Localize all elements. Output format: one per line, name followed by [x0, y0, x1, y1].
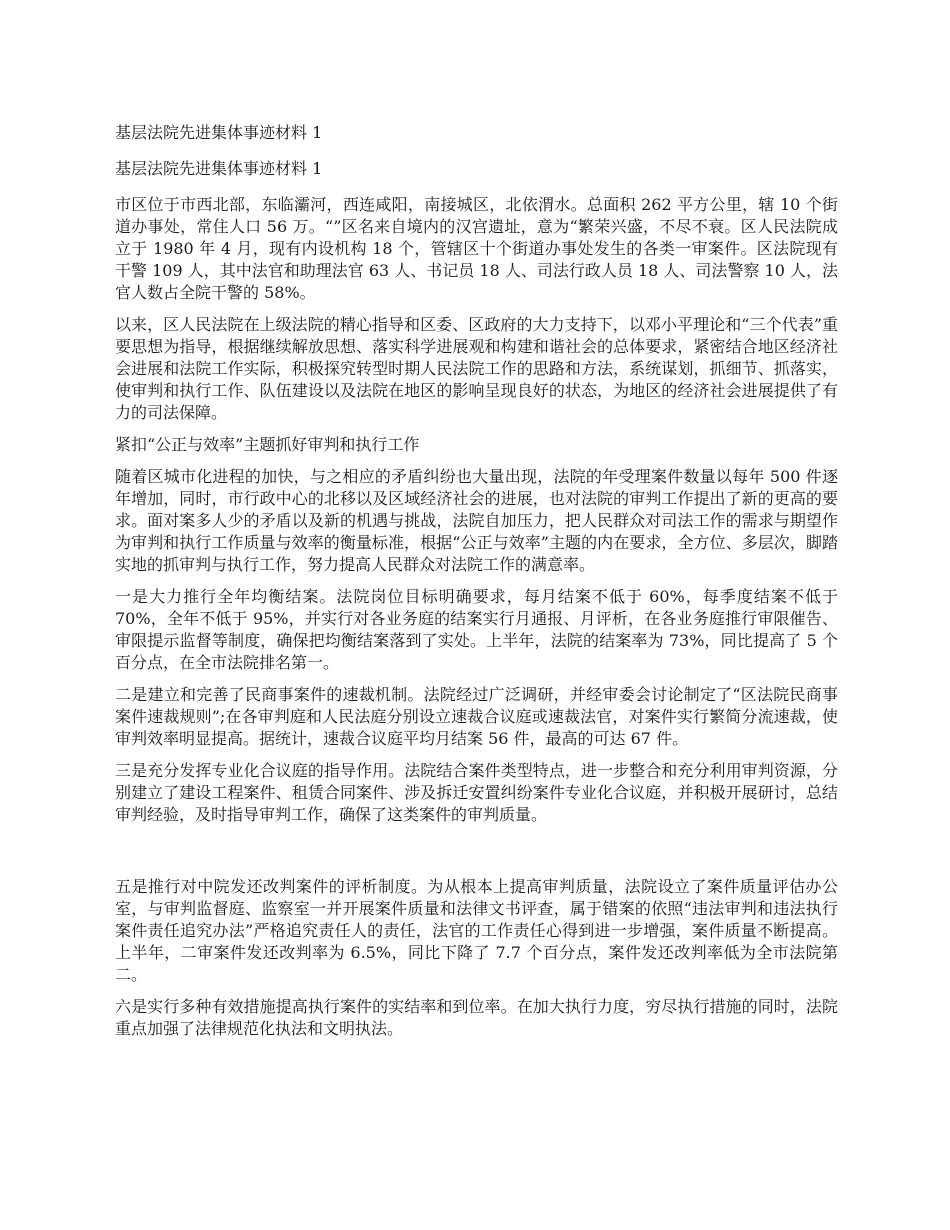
document-page: [115, 122, 838, 1050]
document-title: 基层法院先进集体事迹材料 1: [115, 123, 323, 142]
paragraph-point-one-balanced-closure: 一是大力推行全年均衡结案。法院岗位目标明确要求，每月结案不低于 60%，每季度结案不低于 70%，全年不低于 95%，并实行对各业务庭的结案实行月通报、月评析，在各业务庭推行审限催告、审限提示监督等制度，确保把均衡结案落到了实处。上半年，法院的结案率为 73%，同比提高了 5 个百分点，在全市法院排名第一。: [115, 587, 838, 672]
section-heading-fairness-efficiency: 紧扣“公正与效率”主题抓好审判和执行工作: [115, 435, 420, 454]
document-subtitle: 基层法院先进集体事迹材料 1: [115, 159, 323, 178]
paragraph-point-three-specialized-panels: 三是充分发挥专业化合议庭的指导作用。法院结合案件类型特点，进一步整合和充分利用审判资源，分别建立了建设工程案件、租赁合同案件、涉及拆迁安置纠纷案件专业化合议庭，并积极开展研讨，总结审判经验，及时指导审判工作，确保了这类案件的审判质量。: [115, 761, 838, 824]
paragraph-district-overview: 市区位于市西北部，东临灞河，西连咸阳，南接城区，北依渭水。总面积 262 平方公里，辖 10 个街道办事处，常住人口 56 万。“”区名来自境内的汉宫遗址，意为“繁荣兴盛，不尽不衰。区人民法院成立于 1980 年 4 月，现有内设机构 18 个，管辖区十个街道办事处发生的各类一审案件。区法院现有干警 109 人，其中法官和助理法官 63 人、书记员 18 人、司法行政人员 18 人、司法警察 10 人，法官人数占全院干警的 58%。: [115, 195, 838, 302]
blank-gap: [115, 836, 838, 876]
paragraph-point-six-enforcement: 六是实行多种有效措施提高执行案件的实结率和到位率。在加大执行力度，穷尽执行措施的同时，法院重点加强了法律规范化执法和文明执法。: [115, 997, 838, 1038]
paragraph-point-two-fast-track: 二是建立和完善了民商事案件的速裁机制。法院经过广泛调研，并经审委会讨论制定了“区法院民商事案件速裁规则”;在各审判庭和人民法庭分别设立速裁合议庭或速裁法官，对案件实行繁简分流速裁，使审判效率明显提高。据统计，速裁合议庭平均月结案 56 件，最高的可达 67 件。: [115, 685, 838, 748]
paragraph-court-achievements: 以来，区人民法院在上级法院的精心指导和区委、区政府的大力支持下，以邓小平理论和“三个代表”重要思想为指导，根据继续解放思想、落实科学进展观和构建和谐社会的总体要求，紧密结合地区经济社会进展和法院工作实际，积极探究转型时期人民法院工作的思路和方法，系统谋划，抓细节、抓落实，使审判和执行工作、队伍建设以及法院在地区的影响呈现良好的状态，为地区的经济社会进展提供了有力的司法保障。: [115, 315, 838, 422]
paragraph-urbanization-caseload: 随着区城市化进程的加快，与之相应的矛盾纠纷也大量出现，法院的年受理案件数量以每年 500 件逐年增加，同时，市行政中心的北移以及区域经济社会的进展，也对法院的审判工作提出了新的更高的要求。面对案多人少的矛盾以及新的机遇与挑战，法院自加压力，把人民群众对司法工作的需求与期望作为审判和执行工作质量与效率的衡量标准，根据“公正与效率”主题的内在要求，全方位、多层次，脚踏实地的抓审判与执行工作，努力提高人民群众对法院工作的满意率。: [115, 467, 838, 574]
paragraph-point-five-remand-review: 五是推行对中院发还改判案件的评析制度。为从根本上提高审判质量，法院设立了案件质量评估办公室，与审判监督庭、监察室一并开展案件质量和法律文书评查，属于错案的依照“违法审判和违法执行案件责任追究办法”严格追究责任人的责任，法官的工作责任心得到进一步增强，案件质量不断提高。上半年，二审案件发还改判率为 6.5%，同比下降了 7.7 个百分点，案件发还改判率低为全市法院第二。: [115, 877, 838, 984]
